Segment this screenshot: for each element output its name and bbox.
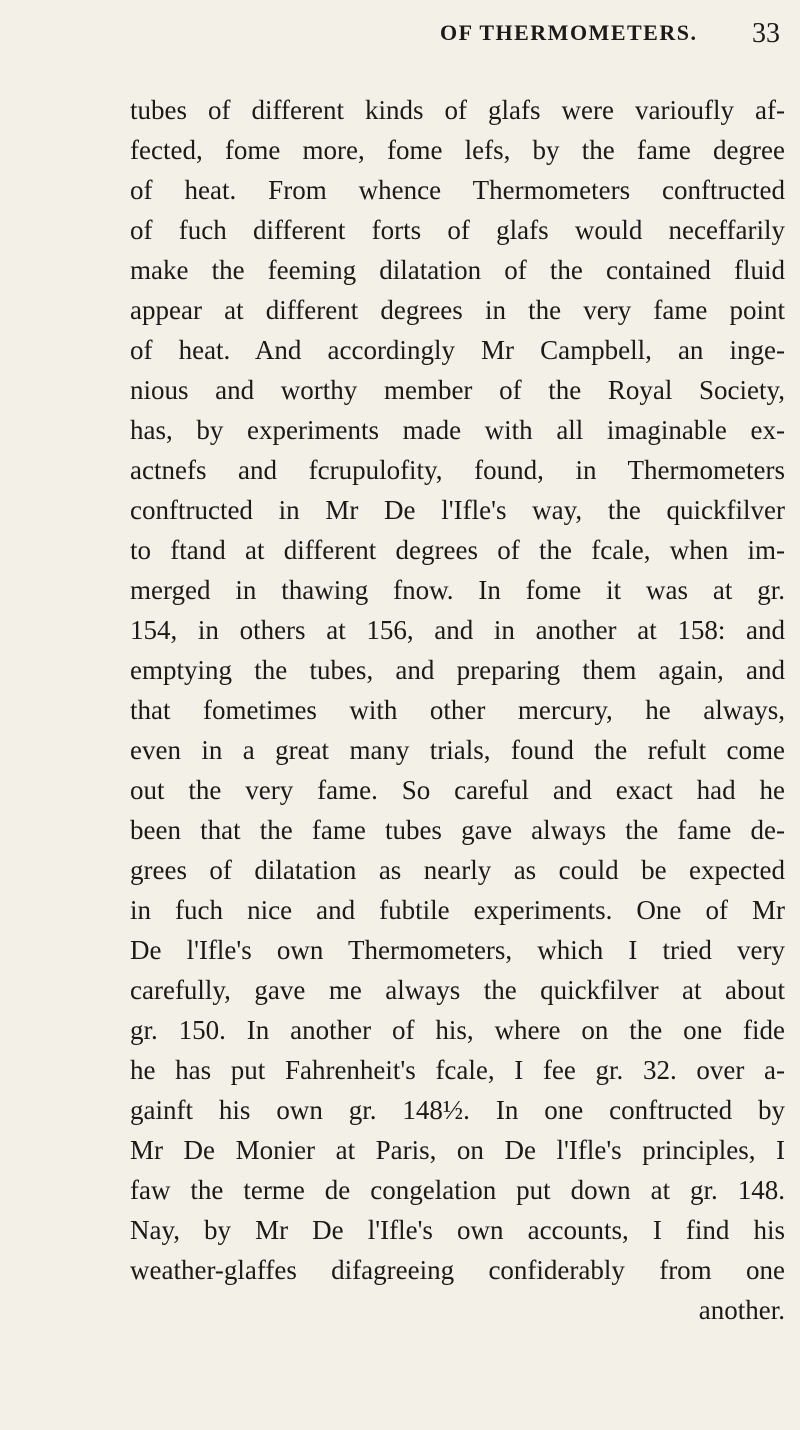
text-line: has, by experiments made with all imaginable ex- — [130, 415, 785, 445]
running-head — [440, 20, 780, 60]
text-line: of heat. And accordingly Mr Campbell, an inge- — [130, 335, 785, 365]
text-line: merged in thawing fnow. In fome it was at gr. — [130, 575, 785, 605]
text-line: that fometimes with other mercury, he always, — [130, 695, 785, 725]
text-line: even in a great many trials, found the refult come — [130, 735, 785, 765]
text-line: conftructed in Mr De l'Ifle's way, the quickfilver — [130, 495, 785, 525]
text-line: gainft his own gr. 148½. In one conftructed by — [130, 1095, 785, 1125]
text-line: nious and worthy member of the Royal Society, — [130, 375, 785, 405]
text-line: 154, in others at 156, and in another at 158: and — [130, 615, 785, 645]
text-line: in fuch nice and fubtile experiments. One of Mr — [130, 895, 785, 925]
text-line: weather-glaffes difagreeing confiderably from one — [130, 1255, 785, 1285]
text-line: grees of dilatation as nearly as could be expected — [130, 855, 785, 885]
text-line: he has put Fahrenheit's fcale, I fee gr. 32. over a- — [130, 1055, 785, 1085]
text-line: of heat. From whence Thermometers conftructed — [130, 175, 785, 205]
text-line: actnefs and fcrupulofity, found, in Thermometers — [130, 455, 785, 485]
text-line: gr. 150. In another of his, where on the one fide — [130, 1015, 785, 1045]
text-line: carefully, gave me always the quickfilver at about — [130, 975, 785, 1005]
text-line: appear at different degrees in the very fame point — [130, 295, 785, 325]
text-line: faw the terme de congelation put down at gr. 148. — [130, 1175, 785, 1205]
text-line: to ftand at different degrees of the fcale, when im- — [130, 535, 785, 565]
text-line: make the feeming dilatation of the contained fluid — [130, 255, 785, 285]
text-line: tubes of different kinds of glafs were varioufly af- — [130, 95, 785, 125]
text-line: been that the fame tubes gave always the fame de- — [130, 815, 785, 845]
text-line: fected, fome more, fome lefs, by the fame degree — [130, 135, 785, 165]
page-number: 33 — [752, 18, 780, 49]
text-line: out the very fame. So careful and exact had he — [130, 775, 785, 805]
text-line: Nay, by Mr De l'Ifle's own accounts, I find his — [130, 1215, 785, 1245]
running-head-title: OF THERMOMETERS. — [440, 20, 698, 45]
text-line: Mr De Monier at Paris, on De l'Ifle's principles, I — [130, 1135, 785, 1165]
text-line: of fuch different forts of glafs would neceffarily — [130, 215, 785, 245]
catchword: another. — [698, 1295, 785, 1325]
text-line: emptying the tubes, and preparing them again, and — [130, 655, 785, 685]
text-line: De l'Ifle's own Thermometers, which I tried very — [130, 935, 785, 965]
